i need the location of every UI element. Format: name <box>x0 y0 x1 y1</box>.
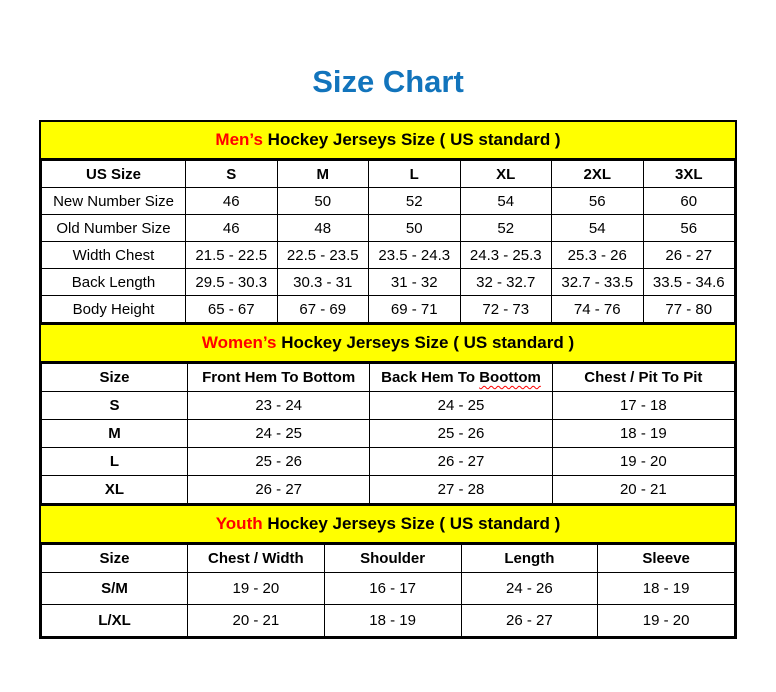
size-value: 69 - 71 <box>369 296 461 323</box>
size-value: 48 <box>277 215 369 242</box>
size-row <box>42 476 735 504</box>
size-value: 52 <box>460 215 552 242</box>
size-row <box>42 188 735 215</box>
column-header: Size <box>42 364 188 392</box>
size-value: 46 <box>186 215 278 242</box>
size-value: 56 <box>643 215 735 242</box>
row-label: Body Height <box>42 296 186 323</box>
womens-header-row <box>42 364 735 392</box>
size-value: 19 - 20 <box>188 573 325 605</box>
size-value: 22.5 - 23.5 <box>277 242 369 269</box>
mens-size-table <box>41 160 735 323</box>
size-value: 26 - 27 <box>461 605 598 637</box>
row-label: Width Chest <box>42 242 186 269</box>
column-header: 2XL <box>552 161 644 188</box>
mens-band-text: Hockey Jerseys Size ( US standard ) <box>262 130 561 149</box>
column-header: Chest / Pit To Pit <box>552 364 734 392</box>
size-value: 56 <box>552 188 644 215</box>
size-row <box>42 215 735 242</box>
mens-header-row <box>42 161 735 188</box>
page-title: Size Chart <box>312 64 464 99</box>
womens-band-highlight: Women’s <box>201 333 277 352</box>
column-header: M <box>277 161 369 188</box>
row-label: New Number Size <box>42 188 186 215</box>
size-value: 46 <box>186 188 278 215</box>
column-header: 3XL <box>643 161 735 188</box>
size-row <box>42 573 735 605</box>
size-row <box>42 420 735 448</box>
row-label: XL <box>42 476 188 504</box>
size-value: 32 - 32.7 <box>460 269 552 296</box>
size-value: 23 - 24 <box>188 392 370 420</box>
size-value: 67 - 69 <box>277 296 369 323</box>
column-header: Size <box>42 545 188 573</box>
size-value: 27 - 28 <box>370 476 552 504</box>
size-value: 65 - 67 <box>186 296 278 323</box>
row-label: S/M <box>42 573 188 605</box>
size-value: 72 - 73 <box>460 296 552 323</box>
size-row <box>42 605 735 637</box>
column-header: L <box>369 161 461 188</box>
size-row <box>42 242 735 269</box>
size-value: 25.3 - 26 <box>552 242 644 269</box>
size-value: 74 - 76 <box>552 296 644 323</box>
youth-size-table <box>41 544 735 637</box>
womens-band-text: Hockey Jerseys Size ( US standard ) <box>276 333 575 352</box>
row-label: Old Number Size <box>42 215 186 242</box>
size-value: 50 <box>369 215 461 242</box>
size-value: 26 - 27 <box>370 448 552 476</box>
youth-band-text: Hockey Jerseys Size ( US standard ) <box>262 514 561 533</box>
size-value: 26 - 27 <box>188 476 370 504</box>
size-value: 16 - 17 <box>324 573 461 605</box>
size-row <box>42 269 735 296</box>
size-chart <box>39 120 737 639</box>
size-value: 60 <box>643 188 735 215</box>
womens-band-header <box>41 323 735 363</box>
womens-size-section <box>41 323 735 504</box>
size-value: 26 - 27 <box>643 242 735 269</box>
column-header: Sleeve <box>598 545 735 573</box>
size-value: 18 - 19 <box>552 420 734 448</box>
column-header: Length <box>461 545 598 573</box>
size-value: 20 - 21 <box>188 605 325 637</box>
mens-band-highlight: Men’s <box>215 130 263 149</box>
row-label: L <box>42 448 188 476</box>
column-header: Front Hem To Bottom <box>188 364 370 392</box>
size-value: 19 - 20 <box>552 448 734 476</box>
size-value: 50 <box>277 188 369 215</box>
size-value: 77 - 80 <box>643 296 735 323</box>
mens-size-section <box>41 122 735 323</box>
mens-band-header <box>41 122 735 160</box>
column-header: Chest / Width <box>188 545 325 573</box>
size-value: 18 - 19 <box>598 573 735 605</box>
size-value: 24 - 26 <box>461 573 598 605</box>
size-value: 21.5 - 22.5 <box>186 242 278 269</box>
row-label: Back Length <box>42 269 186 296</box>
size-value: 31 - 32 <box>369 269 461 296</box>
column-header: XL <box>460 161 552 188</box>
size-value: 24 - 25 <box>370 392 552 420</box>
youth-band-header <box>41 504 735 544</box>
size-value: 29.5 - 30.3 <box>186 269 278 296</box>
size-value: 17 - 18 <box>552 392 734 420</box>
youth-size-section <box>41 504 735 637</box>
youth-band-highlight: Youth <box>215 514 263 533</box>
size-value: 54 <box>552 215 644 242</box>
size-value: 25 - 26 <box>370 420 552 448</box>
size-value: 33.5 - 34.6 <box>643 269 735 296</box>
size-row <box>42 296 735 323</box>
row-label: L/XL <box>42 605 188 637</box>
womens-size-table <box>41 363 735 504</box>
misspelled-word: Boottom <box>479 369 541 386</box>
size-row <box>42 448 735 476</box>
size-value: 20 - 21 <box>552 476 734 504</box>
size-value: 23.5 - 24.3 <box>369 242 461 269</box>
column-header: Shoulder <box>324 545 461 573</box>
size-value: 19 - 20 <box>598 605 735 637</box>
size-row <box>42 392 735 420</box>
row-label: M <box>42 420 188 448</box>
youth-header-row <box>42 545 735 573</box>
size-value: 18 - 19 <box>324 605 461 637</box>
column-header: Back Hem To Boottom <box>370 364 552 392</box>
size-value: 30.3 - 31 <box>277 269 369 296</box>
size-value: 25 - 26 <box>188 448 370 476</box>
size-value: 52 <box>369 188 461 215</box>
column-header: S <box>186 161 278 188</box>
size-value: 32.7 - 33.5 <box>552 269 644 296</box>
size-value: 24 - 25 <box>188 420 370 448</box>
size-value: 24.3 - 25.3 <box>460 242 552 269</box>
column-header: US Size <box>42 161 186 188</box>
size-value: 54 <box>460 188 552 215</box>
row-label: S <box>42 392 188 420</box>
